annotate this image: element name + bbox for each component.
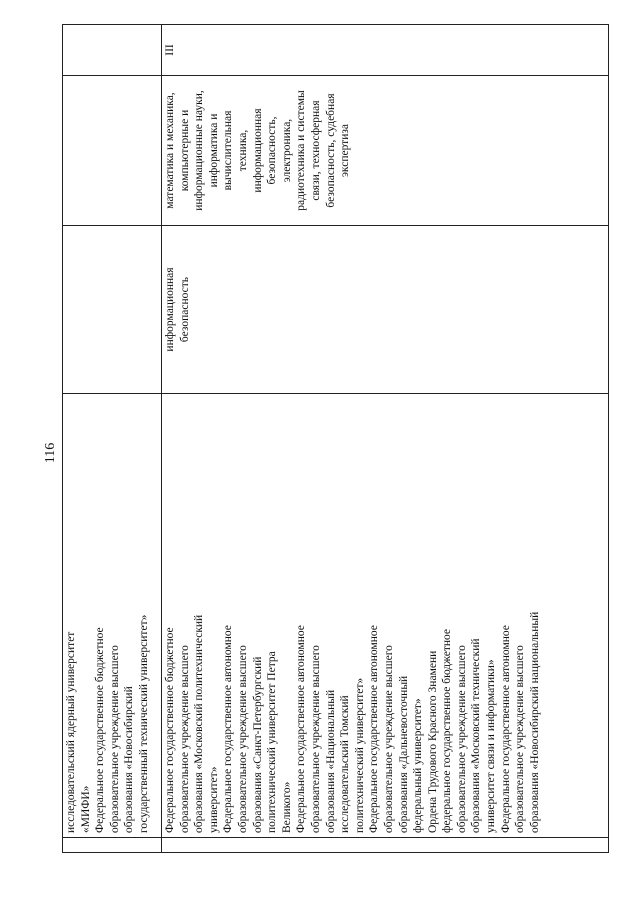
area-line: безопасность, <box>266 116 279 185</box>
org-line: Федеральное государственное автономное <box>499 625 512 833</box>
area-line: вычислительная <box>222 110 235 191</box>
subject-area-cell <box>63 76 162 226</box>
area-line: компьютерные и <box>178 109 191 192</box>
org-line: университет» <box>207 766 220 833</box>
org-line: образования «Новосибирский <box>123 686 136 833</box>
area-line: информационные науки, <box>193 90 206 211</box>
org-line: федеральное государственное бюджетное <box>441 628 454 833</box>
org-line: политехнический университет» <box>353 677 366 833</box>
level-cell <box>63 25 162 76</box>
org-line: университет связи и информатики» <box>485 659 498 833</box>
area-line: безопасность, судебная <box>324 93 337 208</box>
org-line: государственный технический университет» <box>137 614 150 833</box>
org-line: федеральный университет» <box>412 698 425 833</box>
org-line: Великого» <box>280 781 293 833</box>
org-line: образования «Дальневосточный <box>397 675 410 833</box>
landscape-content <box>62 25 602 853</box>
specialty-cell <box>162 226 609 394</box>
org-line: образовательное учреждение высшего <box>382 645 395 833</box>
org-line: образовательное учреждение высшего <box>178 645 191 833</box>
specialty-cell <box>63 226 162 394</box>
rotated-page <box>62 25 602 853</box>
organizations-table <box>62 24 609 853</box>
specialty-line: безопасность <box>178 276 191 343</box>
org-line: Федеральное государственное автономное <box>222 625 235 833</box>
org-line: Федеральное государственное бюджетное <box>164 627 176 833</box>
specialty-line: информационная <box>164 267 176 352</box>
org-line: образовательное учреждение высшего <box>309 645 322 833</box>
org-line: Федеральное государственное бюджетное <box>94 627 107 833</box>
org-line: Федеральное государственное автономное <box>368 625 381 833</box>
area-line: техника, <box>236 129 249 172</box>
area-line: математика и механика, <box>164 92 176 209</box>
org-line: Ордена Трудового Красного Знамени <box>426 650 439 833</box>
area-line: электроника, <box>280 118 293 183</box>
table-row <box>63 25 162 853</box>
org-line: образовательное учреждение высшего <box>455 645 468 833</box>
table-row <box>162 25 609 853</box>
subject-area-cell <box>162 76 609 226</box>
organization-cell <box>162 394 609 838</box>
org-line: «МИФИ» <box>79 785 92 833</box>
area-line: связи, техносферная <box>309 100 322 201</box>
org-line: исследовательский Томский <box>339 695 352 833</box>
org-line: Федеральное государственное автономное <box>295 625 308 833</box>
number-cell <box>162 838 609 853</box>
page-number: 116 <box>43 442 58 464</box>
area-line: радиотехника и системы <box>295 90 308 211</box>
level-cell: III <box>162 25 609 76</box>
area-line: информационная <box>251 108 264 193</box>
org-line: исследовательский ядерный университет <box>65 631 77 833</box>
org-line: образовательное учреждение высшего <box>236 645 249 833</box>
number-cell <box>63 838 162 853</box>
area-line: информатика и <box>207 113 220 188</box>
org-line: образования «Национальный <box>324 689 337 833</box>
org-line: образовательное учреждение высшего <box>514 645 527 833</box>
org-line: образовательное учреждение высшего <box>108 645 121 833</box>
org-line: политехнический университет Петра <box>266 651 279 833</box>
org-line: образования «Московский политехнический <box>193 614 206 833</box>
org-line: образования «Санкт-Петербургский <box>251 656 264 833</box>
organization-cell <box>63 394 162 838</box>
org-line: образования «Новосибирский национальный <box>528 611 541 833</box>
area-line: экспертиза <box>339 123 352 178</box>
org-line: образования «Московский технический <box>470 638 483 833</box>
